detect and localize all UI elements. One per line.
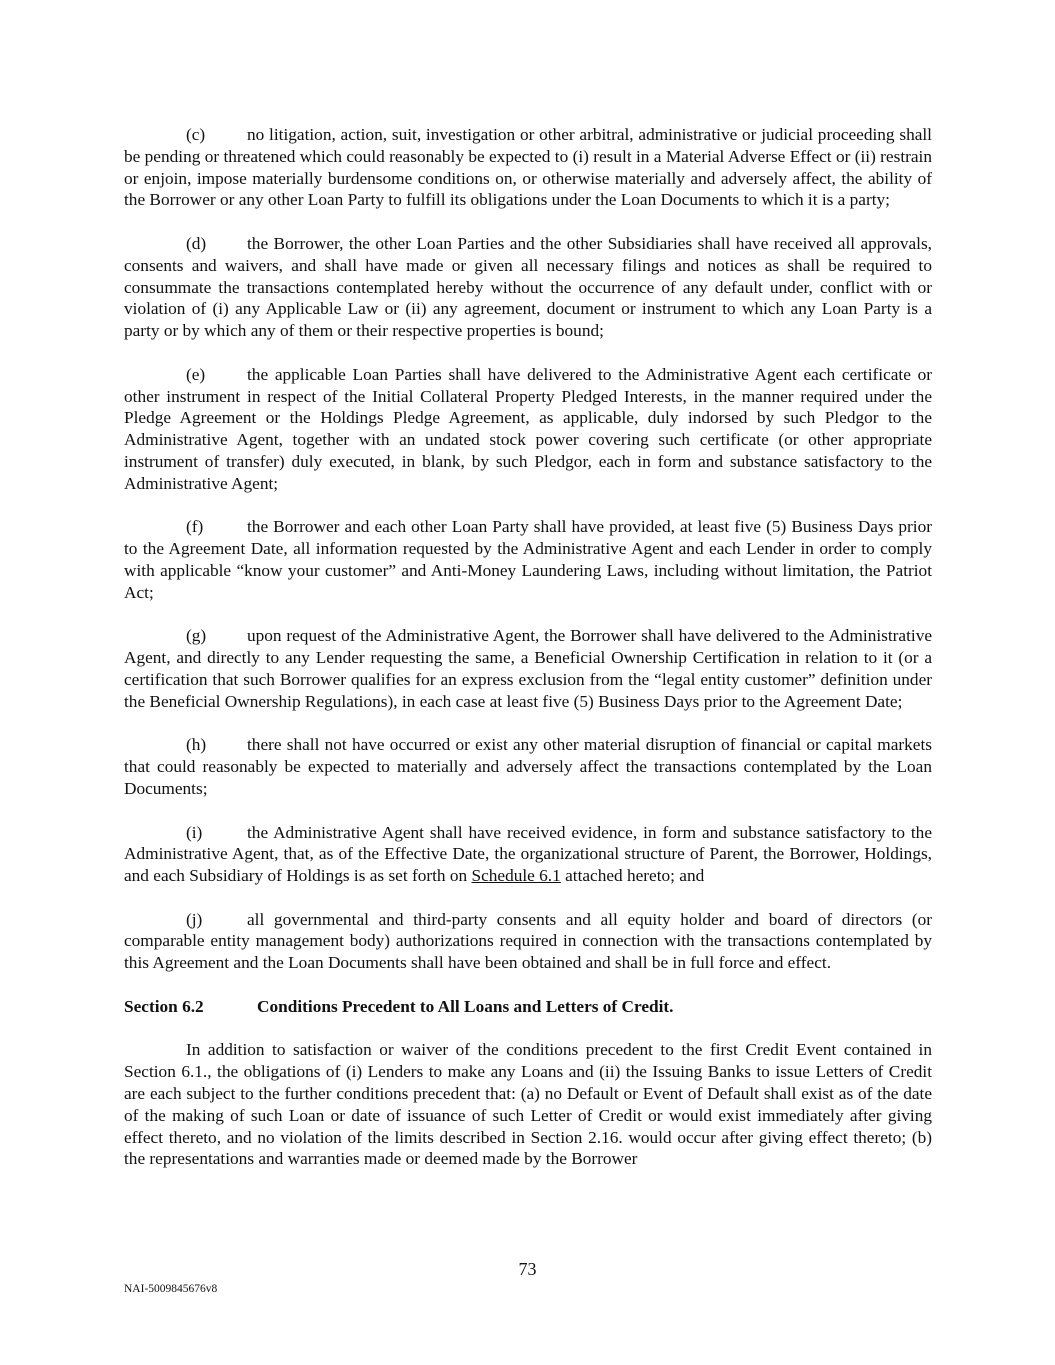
paragraph-i bbox=[124, 822, 932, 887]
paragraph-text: there shall not have occurred or exist any other material disruption of financial or capital markets that could reasonably be expected to materially and adversely affect the transactions contemplated by the Loan Documents; bbox=[124, 735, 932, 798]
paragraph-label: (g) bbox=[186, 626, 207, 646]
paragraph-text: the Administrative Agent shall have received evidence, in form and substance satisfactory to the Administrative Agent, that, as of the Effective Date, the organizational structure of Parent, the Borrower, Holdings, and each Subsidiary of Holdings is as set forth on bbox=[124, 822, 932, 886]
paragraph-text: the applicable Loan Parties shall have delivered to the Administrative Agent each certificate or other instrument in respect of the Initial Collateral Property Pledged Interests, in the manner required under the Pledge Agreement or the Holdings Pledge Agreement, as applicable, duly indorsed by such Pledgor to the Administrative Agent, together with an undated stock power covering such certificate (or other appropriate instrument of transfer) duly executed, in blank, by such Pledgor, each in form and substance satisfactory to the Administrative Agent; bbox=[124, 364, 932, 493]
section-title: Conditions Precedent to All Loans and Letters of Credit. bbox=[257, 996, 674, 1016]
section-body-text: In addition to satisfaction or waiver of the conditions precedent to the first Credit Event contained in Section 6.1., the obligations of (i) Lenders to make any Loans and (ii) the Issuing Banks to issue Letters of Credit are each subject to the further conditions precedent that: (a) no Default or Event of Default shall exist as of the date of the making of such Loan or date of issuance of such Letter of Credit or would exist immediately after giving effect thereto, and no violation of the limits described in Section 2.16. would occur after giving effect thereto; (b) the representations and warranties made or deemed made by the Borrower bbox=[124, 1040, 932, 1169]
section-heading bbox=[124, 996, 932, 1018]
section-body bbox=[124, 1039, 932, 1170]
paragraph-label: (f) bbox=[186, 517, 204, 537]
paragraph-f bbox=[124, 516, 932, 603]
paragraph-label: (c) bbox=[186, 125, 206, 144]
paragraph-h bbox=[124, 734, 932, 799]
paragraph-j bbox=[124, 909, 932, 974]
paragraph-text: the Borrower and each other Loan Party shall have provided, at least five (5) Business Days prior to the Agreement Date, all information requested by the Administrative Agent and each Lender in order to comply with applicable “know your customer” and Anti-Money Laundering Laws, including without limitation, the Patriot Act; bbox=[124, 517, 932, 602]
paragraph-text: all governmental and third-party consents and all equity holder and board of directors (or comparable entity management body) authorizations required in connection with the transactions contemplated by this Agreement and the Loan Documents shall have been obtained and shall be in full force and effect. bbox=[124, 909, 932, 973]
paragraph-label: (d) bbox=[186, 233, 207, 253]
paragraph-text-end: attached hereto; and bbox=[560, 866, 705, 886]
paragraph-label: (i) bbox=[186, 822, 203, 842]
page-number: 73 bbox=[518, 1259, 537, 1279]
paragraph-g bbox=[124, 625, 932, 712]
paragraph-e bbox=[124, 364, 932, 495]
paragraph-label: (h) bbox=[186, 735, 207, 755]
schedule-reference-link[interactable]: Schedule 6.1 bbox=[471, 866, 561, 886]
paragraph-label: (j) bbox=[186, 909, 203, 929]
paragraph-label: (e) bbox=[186, 364, 206, 384]
paragraph-d bbox=[124, 233, 932, 342]
paragraph-text: the Borrower, the other Loan Parties and the other Subsidiaries shall have received all approvals, consents and waivers, and shall have made or given all necessary filings and notices as shall be required to consummate the transactions contemplated hereby without the occurrence of any default under, conflict with or violation of (i) any Applicable Law or (ii) any agreement, document or instrument to which any Loan Party is a party or by which any of them or their respective properties is bound; bbox=[124, 233, 932, 341]
document-body bbox=[124, 124, 932, 1192]
document-id: NAI-5009845676v8 bbox=[124, 1283, 218, 1295]
section-number: Section 6.2 bbox=[124, 996, 204, 1016]
paragraph-c bbox=[124, 124, 932, 211]
paragraph-text: upon request of the Administrative Agent, the Borrower shall have delivered to the Administrative Agent, and directly to any Lender requesting the same, a Beneficial Ownership Certification in relation to it (or a certification that such Borrower qualifies for an express exclusion from the “legal entity customer” definition under the Beneficial Ownership Regulations), in each case at least five (5) Business Days prior to the Agreement Date; bbox=[124, 626, 932, 711]
paragraph-text: no litigation, action, suit, investigation or other arbitral, administrative or judicial proceeding shall be pending or threatened which could reasonably be expected to (i) result in a Material Adverse Effect or (ii) restrain or enjoin, impose materially burdensome conditions on, or otherwise materially and adversely affect, the ability of the Borrower or any other Loan Party to fulfill its obligations under the Loan Documents to which it is a party; bbox=[124, 125, 932, 210]
